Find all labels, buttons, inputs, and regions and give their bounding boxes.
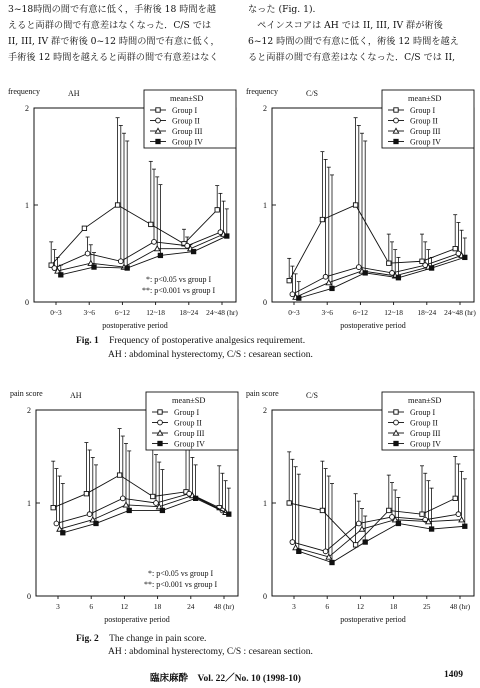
data-point-group-2 [185,243,190,248]
x-axis-label: postoperative period [340,321,406,330]
legend-marker [158,410,162,414]
data-point-group-1 [353,543,357,547]
data-point-group-1 [453,246,457,250]
data-point-group-1 [420,259,424,263]
legend-label: Group I [410,106,436,115]
data-point-group-1 [151,494,155,498]
legend-marker [394,139,398,143]
significance-note-2: **: p<0.001 vs group I [142,286,216,295]
fig2-label: Fig. 2 [76,634,99,644]
data-point-group-1 [387,508,391,512]
x-tick-label: 18 [389,602,398,611]
legend-label: Group II [410,116,438,126]
data-point-group-1 [149,222,153,226]
data-point-group-4 [61,531,65,535]
x-tick-label: 12~18 [384,308,403,317]
legend-marker [156,139,160,143]
x-tick-label: 24~48 (hr) [444,308,476,317]
data-point-group-1 [84,492,88,496]
legend-marker [156,108,160,112]
data-point-group-4 [330,560,334,564]
data-point-group-2 [323,274,328,279]
text-line: なった (Fig. 1). [248,4,316,15]
data-point-group-4 [225,234,229,238]
series-line-3 [58,234,224,271]
journal-footer: 臨床麻酔 Vol. 22／No. 10 (1998-10) [150,674,301,684]
x-tick-label: 3~6 [321,308,333,317]
legend-marker [394,441,398,445]
panel-title: AH [70,391,82,400]
data-point-group-4 [92,265,96,269]
data-point-group-2 [87,512,92,517]
legend-marker [156,118,161,123]
y-tick-label: 1 [25,201,29,210]
x-tick-label: 3 [56,602,60,611]
x-tick-label: 25 [423,602,431,611]
series-line-3 [296,520,462,557]
x-tick-label: 6~12 [114,308,130,317]
legend-label: Group I [174,408,200,417]
data-point-group-2 [118,259,123,264]
legend-marker [158,441,162,445]
data-point-group-1 [320,217,324,221]
significance-note-1: *: p<0.05 vs group I [148,569,214,578]
legend-label: Group II [410,418,438,428]
x-tick-label: 48 (hr) [449,602,471,611]
data-point-group-1 [215,208,219,212]
legend-label: Group IV [410,439,441,449]
data-point-group-4 [59,273,63,277]
data-point-group-1 [82,226,86,230]
data-point-group-2 [390,515,395,520]
page-number: 1409 [444,670,463,680]
fig1-caption-text: Frequency of postoperative analgesics requirement. [109,336,306,346]
data-point-group-4 [297,296,301,300]
panel-title: C/S [306,89,319,98]
y-tick-label: 1 [263,499,267,508]
data-point-group-4 [227,512,231,516]
data-point-group-2 [152,239,157,244]
y-tick-label: 2 [263,104,267,113]
legend-marker [394,118,399,123]
x-tick-label: 6 [325,602,330,611]
x-tick-label: 3 [292,602,296,611]
significance-note-1: *: p<0.05 vs group I [146,275,212,284]
y-axis-label: frequency [8,87,40,96]
data-point-group-1 [353,203,357,207]
legend-label: Group II [174,418,202,428]
data-point-group-1 [287,278,291,282]
text-line: 手術後 12 時間を越えると両群の間で有意差はなく [8,52,219,63]
data-point-group-2 [52,266,57,271]
y-axis-label: pain score [10,389,43,398]
x-tick-label: 3~6 [83,308,95,317]
significance-note-2: **: p<0.001 vs group I [144,580,218,589]
fig1-label: Fig. 1 [76,336,99,346]
data-point-group-2 [154,501,159,506]
y-tick-label: 2 [27,406,31,415]
x-tick-label: 6~12 [352,308,368,317]
x-tick-label: 18 [153,602,162,611]
data-point-group-4 [193,496,197,500]
legend-label: Group I [172,106,198,115]
x-axis-label: postoperative period [104,615,170,624]
series-line-1 [51,205,217,265]
data-point-group-1 [453,496,457,500]
data-point-group-2 [323,549,328,554]
data-point-group-4 [396,521,400,525]
x-tick-label: 18~24 [417,308,437,317]
x-tick-label: 48 (hr) [213,602,235,611]
data-point-group-2 [456,512,461,517]
y-tick-label: 1 [263,201,267,210]
data-point-group-4 [429,527,433,531]
y-axis-label: frequency [246,87,278,96]
panel-title: AH [68,89,80,98]
data-point-group-4 [191,249,195,253]
x-tick-label: 12~18 [146,308,165,317]
data-point-group-4 [396,276,400,280]
series-line-1 [53,475,219,508]
fig2-caption-sub: AH : abdominal hysterectomy, C/S : cesarean section. [108,647,313,657]
data-point-group-4 [363,271,367,275]
y-tick-label: 0 [27,592,31,601]
panel-title: C/S [306,391,319,400]
data-point-group-4 [160,508,164,512]
data-point-group-4 [297,549,301,553]
x-tick-label: 0~3 [288,308,300,317]
y-tick-label: 1 [27,499,31,508]
data-point-group-2 [290,540,295,545]
legend-label: Group III [174,429,205,438]
legend-title: mean±SD [408,396,442,405]
x-tick-label: 0~3 [50,308,62,317]
x-tick-label: 12 [120,602,129,611]
legend-title: mean±SD [170,94,204,103]
data-point-group-4 [429,266,433,270]
data-point-group-1 [387,261,391,265]
y-tick-label: 0 [263,592,267,601]
data-point-group-2 [54,521,59,526]
legend-label: Group IV [410,137,441,147]
text-line: 3~18時間の間で有意に低く，手術後 18 時間を越 [8,4,216,15]
y-axis-label: pain score [246,389,279,398]
data-point-group-1 [420,512,424,516]
fig2-caption [76,634,206,644]
fig2-caption-text: The change in pain score. [109,634,207,644]
data-point-group-1 [51,505,55,509]
data-point-group-4 [463,524,467,528]
text-line: えると両群の間で有意差はなくなった．C/S では [8,20,212,31]
text-line: ペインスコアは AH では II, III, IV 群が術後 [248,20,443,31]
series-line-2 [292,514,458,551]
legend-label: Group IV [174,439,205,449]
legend-title: mean±SD [408,94,442,103]
legend-marker [394,410,398,414]
fig1-caption [76,336,305,346]
data-point-group-4 [94,521,98,525]
data-point-group-4 [463,255,467,259]
data-point-group-2 [85,251,90,256]
legend-marker [394,108,398,112]
legend-label: Group I [410,408,436,417]
y-tick-label: 0 [25,298,29,307]
data-point-group-1 [320,508,324,512]
data-point-group-4 [363,540,367,544]
data-point-group-4 [125,266,129,270]
legend-label: Group IV [172,137,203,147]
x-axis-label: postoperative period [102,321,168,330]
series-line-4 [299,523,465,562]
fig1-caption-sub: AH : abdominal hysterectomy, C/S : cesarean section. [108,350,313,360]
x-axis-label: postoperative period [340,615,406,624]
data-point-group-2 [120,496,125,501]
x-tick-label: 24 [187,602,195,611]
text-line: II, III, IV 群で術後 0~12 時間の間で有意に低く， [8,36,220,47]
data-point-group-4 [158,253,162,257]
legend-label: Group III [410,127,441,136]
data-point-group-2 [390,271,395,276]
text-line: 6~12 時間の間で有意に低く，術後 12 時間を越え [248,36,459,47]
text-line: ると両群の間で有意差はなくなった．C/S では II, [248,52,456,63]
data-point-group-4 [330,286,334,290]
x-tick-label: 24~48 (hr) [206,308,238,317]
data-point-group-2 [290,292,295,297]
legend-label: Group III [410,429,441,438]
data-point-group-1 [287,501,291,505]
data-point-group-4 [127,508,131,512]
y-tick-label: 2 [25,104,29,113]
y-tick-label: 2 [263,406,267,415]
x-tick-label: 6 [89,602,94,611]
x-tick-label: 18~24 [179,308,199,317]
legend-title: mean±SD [172,396,206,405]
data-point-group-2 [356,521,361,526]
data-point-group-2 [356,265,361,270]
data-point-group-1 [117,473,121,477]
y-tick-label: 0 [263,298,267,307]
legend-marker [394,420,399,425]
x-tick-label: 12 [356,602,365,611]
legend-label: Group III [172,127,203,136]
legend-label: Group II [172,116,200,126]
series-line-3 [296,255,462,297]
legend-marker [158,420,163,425]
data-point-group-1 [115,203,119,207]
